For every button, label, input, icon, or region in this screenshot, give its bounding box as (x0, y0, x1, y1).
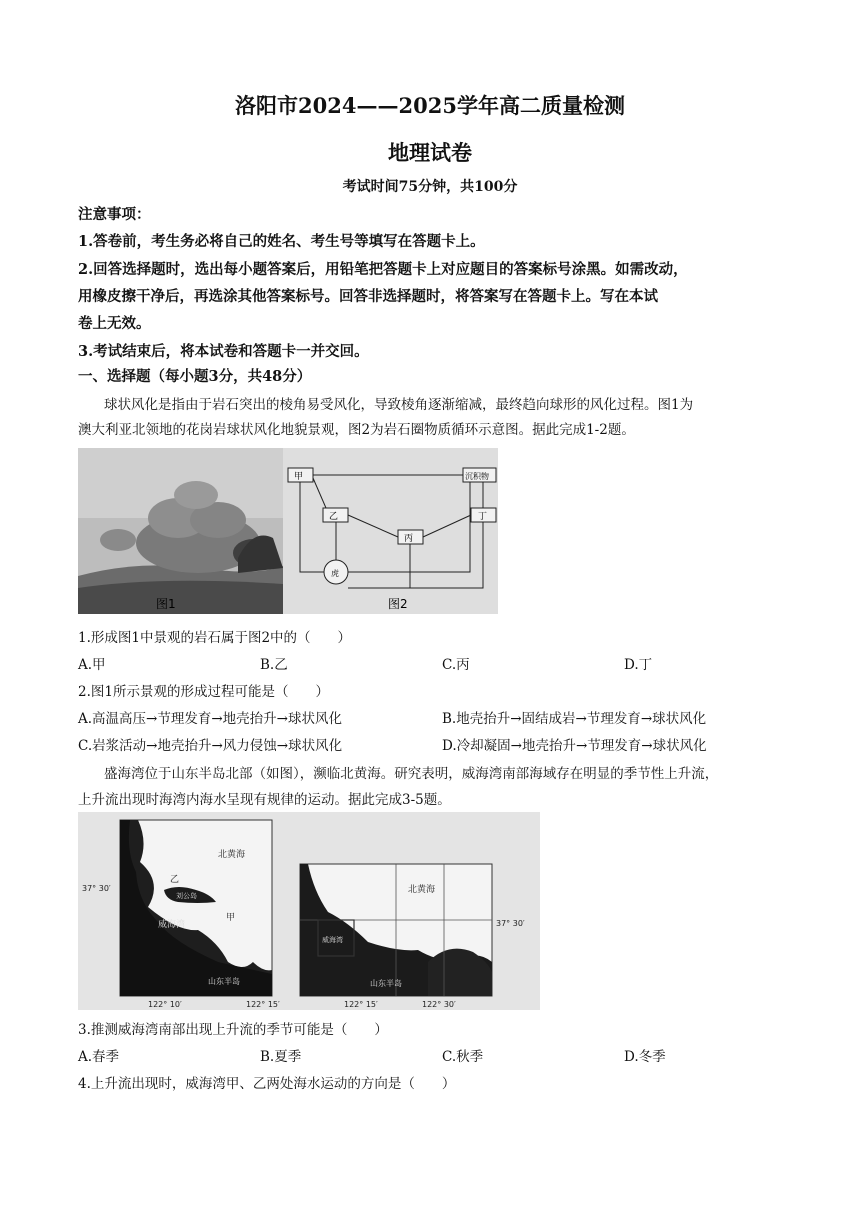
q2-options-row2 (78, 734, 778, 754)
q1-option-b[interactable]: B.乙 (260, 657, 288, 673)
left-label-peninsula: 山东半岛 (208, 977, 240, 986)
left-label-lon1: 122° 10′ (148, 1000, 182, 1009)
left-label-jia: 甲 (226, 913, 236, 923)
passage1-line1: 球状风化是指由于岩石突出的棱角易受风化，导致棱角逐渐缩减，最终趋向球形的风化过程。图1为 (104, 397, 694, 413)
exam-subtitle: 地理试卷 (388, 140, 472, 165)
right-label-bay: 威海湾 (322, 936, 343, 944)
passage1-line2: 澳大利亚北领地的花岗岩球状风化地貌景观，图2为岩石圈物质循环示意图。据此完成1-2题。 (78, 422, 635, 438)
left-label-lon2: 122° 15′ (246, 1000, 280, 1009)
q1-option-d[interactable]: D.丁 (624, 657, 653, 673)
q3-option-d[interactable]: D.冬季 (624, 1049, 666, 1065)
q2-option-d[interactable]: D.冷却凝固→地壳抬升→节理发育→球状风化 (442, 738, 707, 754)
q2-option-b[interactable]: B.地壳抬升→固结成岩→节理发育→球状风化 (442, 711, 707, 727)
q3-options (78, 1045, 778, 1065)
node-yi: 乙 (329, 512, 339, 522)
q1-options (78, 653, 778, 673)
right-label-lat: 37° 30′ (496, 919, 525, 928)
figure-rock-cycle-svg (78, 448, 498, 614)
node-ding: 丁 (478, 512, 488, 522)
figure-rock-cycle (78, 448, 498, 614)
left-label-lat: 37° 30′ (82, 884, 111, 893)
q2-option-a[interactable]: A.高温高压→节理发育→地壳抬升→球状风化 (78, 711, 342, 727)
notice-item-1: 1.答卷前，考生务必将自己的姓名、考生号等填写在答题卡上。 (78, 233, 485, 250)
figure-weihai-map (78, 812, 540, 1010)
node-bing: 丙 (404, 534, 414, 544)
q1-option-a[interactable]: A.甲 (78, 657, 106, 673)
left-label-yi: 乙 (170, 875, 180, 885)
q2-stem: 2.图1所示景观的形成过程可能是（ ） (78, 684, 329, 700)
q3-option-a[interactable]: A.春季 (78, 1049, 120, 1065)
left-label-island: 刘公岛 (176, 892, 197, 900)
node-sediment: 沉积物 (465, 472, 489, 481)
passage2-line2: 上升流出现时海湾内海水呈现有规律的运动。据此完成3-5题。 (78, 792, 451, 808)
q2-option-c[interactable]: C.岩浆活动→地壳抬升→风力侵蚀→球状风化 (78, 738, 343, 754)
left-label-bay: 威海湾 (158, 920, 186, 930)
left-label-sea: 北黄海 (218, 850, 246, 860)
passage2-line1: 盛海湾位于山东半岛北部（如图），濒临北黄海。研究表明，威海湾南部海域存在明显的季节性上升流， (104, 766, 719, 782)
node-jia: 甲 (294, 472, 304, 482)
notice-item-2: 2.回答选择题时，选出每小题答案后，用铅笔把答题卡上对应题目的答案标号涂黑。如需改动， (78, 261, 688, 278)
notice-heading: 注意事项： (78, 206, 151, 223)
notice-item-3: 3.考试结束后，将本试卷和答题卡一并交回。 (78, 343, 369, 360)
q3-option-c[interactable]: C.秋季 (442, 1049, 484, 1065)
notice-item-2-end: 卷上无效。 (78, 315, 151, 332)
right-label-peninsula: 山东半岛 (370, 979, 402, 988)
node-hu: 虎 (331, 569, 339, 578)
figure-label-1: 图1 (156, 597, 176, 611)
notice-item-2-cont: 用橡皮擦干净后，再选涂其他答案标号。回答非选择题时，将答案写在答题卡上。写在本试 (78, 288, 658, 305)
q4-stem: 4.上升流出现时，威海湾甲、乙两处海水运动的方向是（ ） (78, 1076, 456, 1092)
q1-option-c[interactable]: C.丙 (442, 657, 470, 673)
q3-option-b[interactable]: B.夏季 (260, 1049, 302, 1065)
right-label-lon1: 122° 15′ (344, 1000, 378, 1009)
right-label-sea: 北黄海 (408, 885, 436, 895)
figure-label-2: 图2 (388, 597, 408, 611)
q1-stem: 1.形成图1中景观的岩石属于图2中的（ ） (78, 630, 352, 646)
exam-title: 洛阳市2024——2025学年高二质量检测 (235, 93, 625, 118)
section-heading: 一、选择题（每小题3分，共48分） (78, 368, 312, 385)
q3-stem: 3.推测威海湾南部出现上升流的季节可能是（ ） (78, 1022, 388, 1038)
figure-weihai-map-svg (78, 812, 540, 1010)
right-label-lon2: 122° 30′ (422, 1000, 456, 1009)
q2-options-row1 (78, 707, 778, 727)
exam-info: 考试时间75分钟，共100分 (342, 179, 518, 195)
